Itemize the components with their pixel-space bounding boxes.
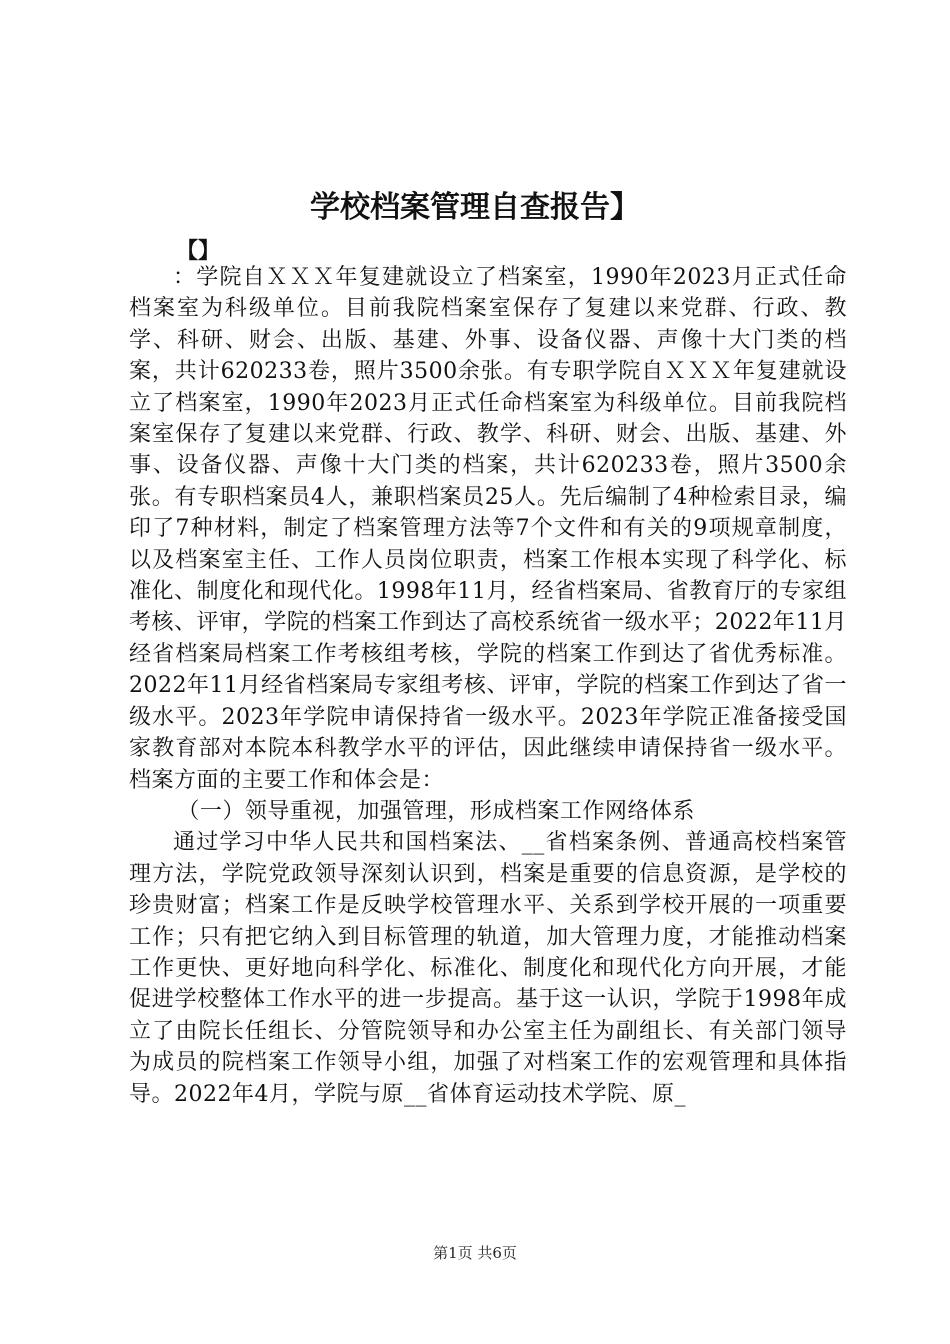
document-subtitle: 【】: [176, 238, 221, 264]
paragraph-intro: ：学院自ＸＸＸ年复建就设立了档案室，1990年2023月正式任命档案室为科级单位。目前我院档案室保存了复建以来党群、行政、教学、科研、财会、出版、基建、外事、设备仪器、声像十大门类的档案，共计620233卷，照片3500余张。有专职学院自ＸＸＸ年复建就设立了档案室，1990年2023月正式任命档案室为科级单位。目前我院档案室保存了复建以来党群、行政、教学、科研、财会、出版、基建、外事、设备仪器、声像十大门类的档案，共计620233卷，照片3500余张。有专职档案员4人，兼职档案员25人。先后编制了4种检索目录，编印了7种材料，制定了档案管理方法等7个文件和有关的9项规章制度，以及档案室主任、工作人员岗位职责，档案工作根本实现了科学化、标准化、制度化和现代化。1998年11月，经省档案局、省教育厅的专家组考核、评审，学院的档案工作到达了高校系统省一级水平；2022年11月经省档案局档案工作考核组考核，学院的档案工作到达了省优秀标准。2022年11月经省档案局专家组考核、评审，学院的档案工作到达了省一级水平。2023年学院申请保持省一级水平。2023年学院正准备接受国家教育部对本院本科教学水平的评估，因此继续申请保持省一级水平。档案方面的主要工作和体会是：: [129, 265, 847, 793]
page-title: 学校档案管理自查报告】: [310, 190, 640, 225]
paragraph-section-1: 通过学习中华人民共和国档案法、__省档案条例、普通高校档案管理方法，学院党政领导深刻认识到，档案是重要的信息资源，是学校的珍贵财富；档案工作是反映学校管理水平、关系到学校开展的一项重要工作；只有把它纳入到目标管理的轨道，加大管理力度，才能推动档案工作更快、更好地向科学化、标准化、制度化和现代化方向开展，才能促进学校整体工作水平的进一步提高。基于这一认识，学院于1998年成立了由院长任组长、分管院领导和办公室主任为副组长、有关部门领导为成员的院档案工作领导小组，加强了对档案工作的宏观管理和具体指导。2022年4月，学院与原__省体育运动技术学院、原_: [129, 830, 847, 1107]
page-footer: 第1页 共6页: [433, 1244, 517, 1262]
section-heading: （一）领导重视，加强管理，形成档案工作网络体系: [177, 798, 695, 824]
document-body: [129, 262, 847, 1110]
